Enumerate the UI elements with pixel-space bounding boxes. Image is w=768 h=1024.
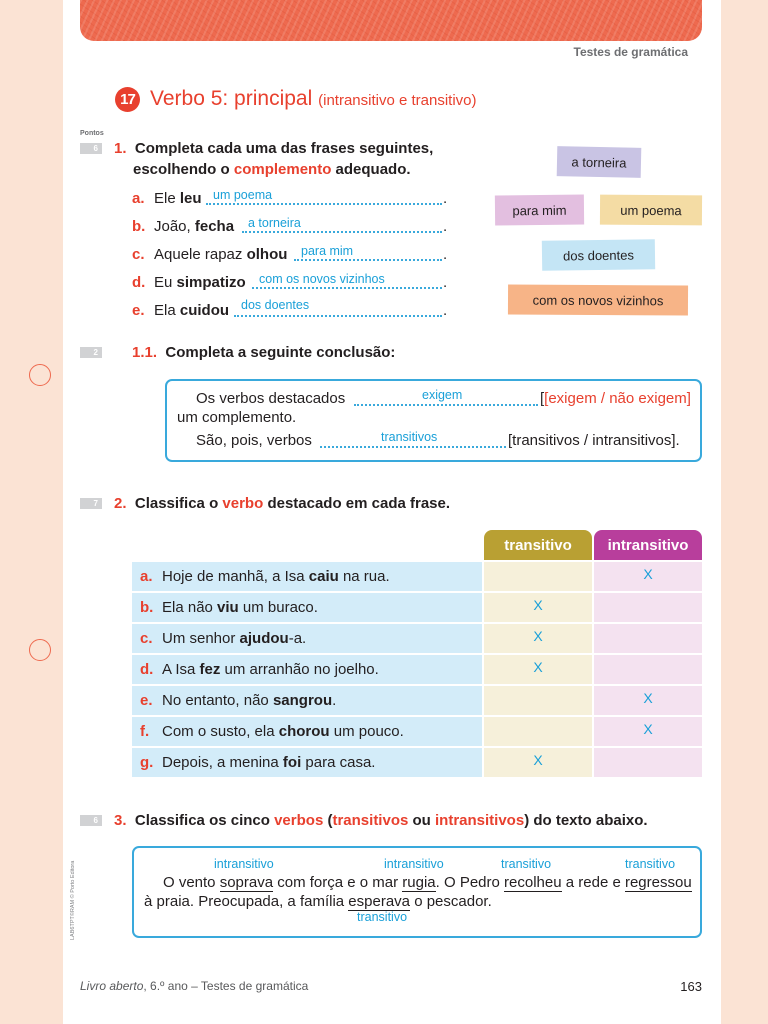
- cell-intransitivo-g[interactable]: [594, 748, 702, 777]
- binder-hole-top: [29, 364, 51, 386]
- q1-prompt: 1. Completa cada uma das frases seguintes, escolhendo o complemento adequado.: [114, 140, 434, 178]
- q3-verb-3: recolheu: [504, 874, 562, 891]
- q1-item-c: c. Aquele rapaz olhou: [132, 246, 288, 263]
- table-row-a: a. Hoje de manhã, a Isa caiu na rua. X: [132, 562, 702, 591]
- cell-transitivo-b[interactable]: [484, 593, 592, 622]
- q1-end-dot-c: .: [443, 246, 448, 263]
- cell-intransitivo-f[interactable]: [594, 717, 702, 746]
- binder-hole-bottom: [29, 639, 51, 661]
- top-banner: [80, 0, 702, 41]
- q11-answer-line-1[interactable]: [354, 404, 538, 406]
- q11-line3-post: [transitivos / intransitivos].: [508, 432, 680, 449]
- q3-verb-1: soprava: [219, 874, 274, 891]
- cell-transitivo-g[interactable]: [484, 748, 592, 777]
- q1-answer-line-a[interactable]: [206, 203, 442, 205]
- col-header-transitivo: transitivo: [484, 530, 592, 560]
- chip-um-poema: um poema: [600, 195, 702, 226]
- running-head: Testes de gramática: [573, 45, 688, 59]
- q11-answer-2: transitivos: [381, 430, 438, 444]
- table-row-b: b. Ela não viu um buraco. X: [132, 593, 702, 622]
- q2-prompt: 2. Classifica o verbo destacado em cada frase.: [114, 495, 451, 512]
- answer-mark-b: X: [533, 597, 543, 613]
- q11-line2: um complemento.: [177, 409, 297, 426]
- q1-answer-b: a torneira: [248, 216, 301, 230]
- cell-transitivo-d[interactable]: [484, 655, 592, 684]
- q3-answer-1: intransitivo: [214, 857, 274, 871]
- copyright-note: LAB6TPT©RAM © Porto Editora: [70, 860, 76, 940]
- q11-prompt: 1.1. Completa a seguinte conclusão:: [132, 344, 396, 361]
- cell-intransitivo-d[interactable]: [594, 655, 702, 684]
- answer-mark-g: X: [533, 752, 543, 768]
- q3-prompt: 3. Classifica os cinco verbos (transitivos ou intransitivos) do texto abaixo.: [114, 812, 648, 829]
- q1-answer-line-b[interactable]: [242, 231, 442, 233]
- q1-end-dot-b: .: [443, 218, 448, 235]
- q3-answer-3: transitivo: [501, 857, 552, 871]
- q1-answer-e: dos doentes: [241, 298, 310, 312]
- table-row-c: c. Um senhor ajudou-a. X: [132, 624, 702, 653]
- answer-mark-f: X: [643, 721, 653, 737]
- q1-end-dot-a: .: [443, 190, 448, 207]
- q1-answer-line-c[interactable]: [294, 259, 442, 261]
- cell-transitivo-c[interactable]: [484, 624, 592, 653]
- lesson-number-badge: 17: [115, 87, 140, 112]
- q1-item-a: a. Ele leu: [132, 190, 202, 207]
- cell-intransitivo-c[interactable]: [594, 624, 702, 653]
- points-label: Pontos: [80, 130, 104, 137]
- cell-transitivo-a[interactable]: [484, 562, 592, 591]
- answer-mark-d: X: [533, 659, 543, 675]
- chip-para-mim: para mim: [495, 195, 584, 226]
- q3-verb-4: regressou: [624, 874, 692, 891]
- col-header-intransitivo: intransitivo: [594, 530, 702, 560]
- q1-end-dot-d: .: [443, 274, 448, 291]
- footer-book: Livro aberto, 6.º ano – Testes de gramática: [80, 979, 309, 993]
- q11-answer-1: exigem: [422, 388, 463, 402]
- q1-item-e: e. Ela cuidou: [132, 302, 230, 319]
- q1-points: 6: [80, 143, 102, 154]
- cell-transitivo-f[interactable]: [484, 717, 592, 746]
- q2-points: 7: [80, 498, 102, 509]
- q1-answer-c: para mim: [301, 244, 354, 258]
- chip-a-torneira: a torneira: [557, 146, 642, 178]
- q3-answer-2: intransitivo: [384, 857, 444, 871]
- q11-line1-post: [[exigem / não exigem]: [540, 390, 691, 407]
- q11-points: 2: [80, 347, 102, 358]
- chip-com-os-novos-vizinhos: com os novos vizinhos: [508, 285, 688, 316]
- cell-intransitivo-a[interactable]: [594, 562, 702, 591]
- q3-passage: O vento soprava com força e o mar rugia. O Pedro recolheu a rede e regressou à praia. Preocupada, a família esperava o pescador.: [144, 874, 692, 910]
- chip-dos-doentes: dos doentes: [542, 239, 655, 271]
- cell-intransitivo-e[interactable]: [594, 686, 702, 715]
- q1-answer-d: com os novos vizinhos: [259, 272, 385, 286]
- q3-answer-4: transitivo: [625, 857, 676, 871]
- answer-mark-c: X: [533, 628, 543, 644]
- q1-end-dot-e: .: [443, 302, 448, 319]
- q3-points: 6: [80, 815, 102, 826]
- q11-line3-pre: São, pois, verbos: [196, 432, 312, 449]
- q1-answer-line-d[interactable]: [252, 287, 442, 289]
- q1-item-b: b. João, fecha: [132, 218, 235, 235]
- table-row-d: d. A Isa fez um arranhão no joelho. X: [132, 655, 702, 684]
- q1-answer-a: um poema: [213, 188, 273, 202]
- q3-verb-2: rugia: [402, 874, 436, 891]
- answer-mark-e: X: [643, 690, 653, 706]
- q11-answer-line-2[interactable]: [320, 446, 506, 448]
- cell-transitivo-e[interactable]: [484, 686, 592, 715]
- q3-answer-5: transitivo: [357, 910, 408, 924]
- page-number: 163: [680, 979, 702, 994]
- table-row-e: e. No entanto, não sangrou. X: [132, 686, 702, 715]
- q11-line1-pre: Os verbos destacados: [196, 390, 346, 407]
- lesson-subtitle: (intransitivo e transitivo): [318, 92, 477, 109]
- q3-verb-5: esperava: [348, 893, 411, 910]
- lesson-title: Verbo 5: principal (intransitivo e transitivo): [150, 87, 477, 110]
- q1-item-d: d. Eu simpatizo: [132, 274, 246, 291]
- table-row-g: g. Depois, a menina foi para casa. X: [132, 748, 702, 777]
- answer-mark-a: X: [643, 566, 653, 582]
- table-row-f: f. Com o susto, ela chorou um pouco. X: [132, 717, 702, 746]
- cell-intransitivo-b[interactable]: [594, 593, 702, 622]
- q1-answer-line-e[interactable]: [234, 315, 442, 317]
